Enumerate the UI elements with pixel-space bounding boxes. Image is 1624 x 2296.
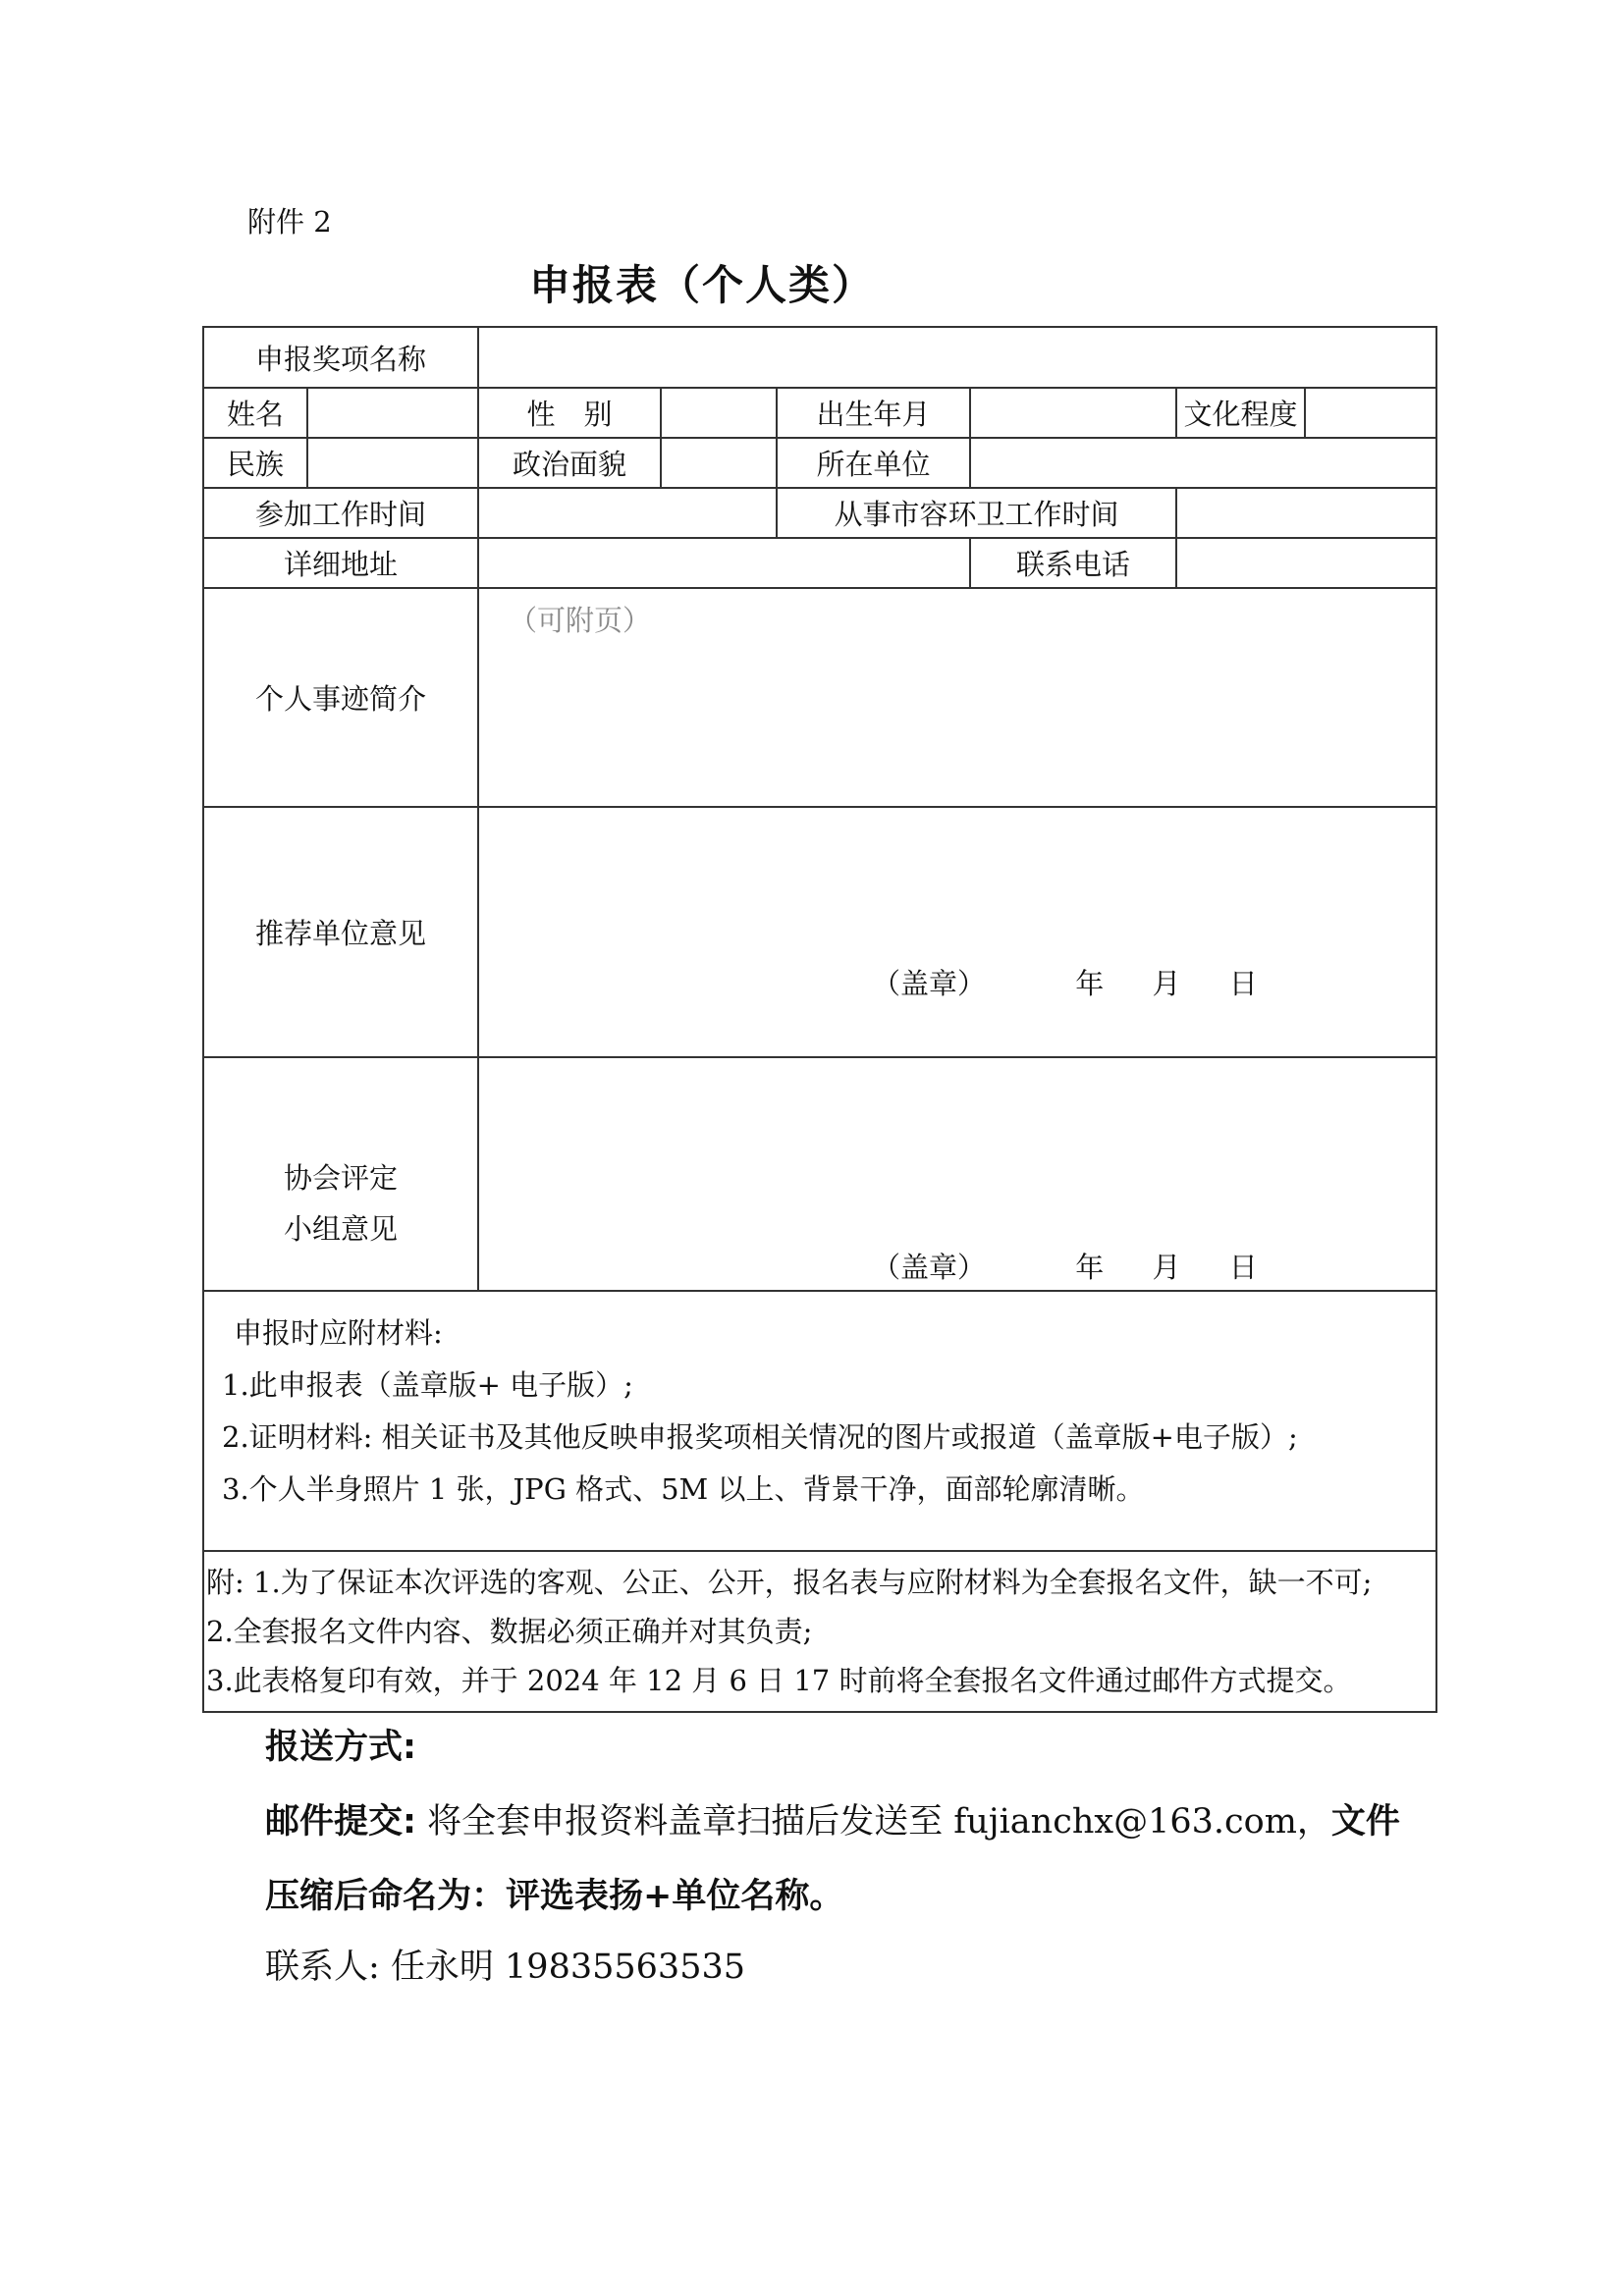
form-title: 申报表（个人类） (528, 261, 875, 309)
award-name-label: 申报奖项名称 (203, 327, 478, 388)
attachment-label: 附件 2 (247, 205, 332, 239)
review-label-line-2: 小组意见 (284, 1212, 399, 1246)
address-row (203, 538, 1436, 588)
note-2: 2.全套报名文件内容、数据必须正确并对其负责; (206, 1615, 813, 1648)
recommend-row (203, 807, 1436, 1057)
note-3: 3.此表格复印有效，并于 2024 年 12 月 6 日 17 时前将全套报名文件通过邮件方式提交。 (206, 1664, 1352, 1697)
sanitation-years-label: 从事市容环卫工作时间 (777, 488, 1176, 538)
email-text-tail: 文件 (1330, 1802, 1400, 1842)
name-field[interactable] (307, 388, 478, 438)
email-label: 邮件提交: (265, 1802, 416, 1842)
month-label: 月 (1152, 967, 1181, 1000)
contact-line: 联系人: 任永明 19835563535 (265, 1948, 745, 1987)
award-name-field[interactable] (478, 327, 1436, 388)
review-label (203, 1057, 478, 1291)
review-row (203, 1057, 1436, 1291)
notes-row (203, 1551, 1436, 1712)
education-field[interactable] (1305, 388, 1436, 438)
review-label-line-1: 协会评定 (284, 1161, 399, 1195)
email-text: 将全套申报资料盖章扫描后发送至 fujianchx@163.com， (427, 1802, 1331, 1842)
recommend-field[interactable] (478, 807, 1436, 1057)
recommend-seal-line (872, 962, 1258, 1002)
materials-item-3: 3.个人半身照片 1 张，JPG 格式、5M 以上、背景干净，面部轮廓清晰。 (222, 1472, 1145, 1506)
email-submission-line (265, 1794, 1400, 1843)
materials-row (203, 1291, 1436, 1551)
address-label: 详细地址 (203, 538, 478, 588)
work-time-row (203, 488, 1436, 538)
note-1: 附: 1.为了保证本次评选的客观、公正、公开，报名表与应附材料为全套报名文件，缺一不可; (206, 1566, 1373, 1599)
birth-label: 出生年月 (777, 388, 970, 438)
submission-heading: 报送方式: (265, 1728, 416, 1767)
phone-field[interactable] (1176, 538, 1436, 588)
gender-label: 性 别 (478, 388, 661, 438)
unit-label: 所在单位 (777, 438, 970, 488)
rename-instruction: 压缩后命名为：评选表扬+单位名称。 (265, 1877, 844, 1916)
review-field[interactable] (478, 1057, 1436, 1291)
phone-label: 联系电话 (970, 538, 1176, 588)
unit-field[interactable] (970, 438, 1436, 488)
day-label: 日 (1228, 1251, 1258, 1284)
deeds-row (203, 588, 1436, 807)
address-field[interactable] (478, 538, 970, 588)
materials-item-1: 1.此申报表（盖章版+ 电子版）; (222, 1368, 633, 1402)
recommend-label: 推荐单位意见 (203, 807, 478, 1057)
education-label: 文化程度 (1176, 388, 1305, 438)
materials-item-2: 2.证明材料: 相关证书及其他反映申报奖项相关情况的图片或报道（盖章版+电子版）; (222, 1420, 1298, 1454)
birth-field[interactable] (970, 388, 1176, 438)
application-form-table (202, 326, 1437, 1713)
basic-info-row-2 (203, 438, 1436, 488)
political-label: 政治面貌 (478, 438, 661, 488)
notes-section (203, 1551, 1436, 1712)
seal-label: （盖章） (872, 1251, 987, 1284)
sanitation-years-field[interactable] (1176, 488, 1436, 538)
year-label: 年 (1075, 967, 1105, 1000)
award-name-row (203, 327, 1436, 388)
materials-heading: 申报时应附材料: (234, 1316, 443, 1350)
seal-label: （盖章） (872, 967, 987, 1000)
review-seal-line (872, 1246, 1258, 1286)
deeds-field[interactable] (478, 588, 1436, 807)
work-start-label: 参加工作时间 (203, 488, 478, 538)
ethnicity-label: 民族 (203, 438, 307, 488)
basic-info-row-1 (203, 388, 1436, 438)
deeds-label: 个人事迹简介 (203, 588, 478, 807)
work-start-field[interactable] (478, 488, 777, 538)
day-label: 日 (1228, 967, 1258, 1000)
political-field[interactable] (661, 438, 777, 488)
year-label: 年 (1075, 1251, 1105, 1284)
name-label: 姓名 (203, 388, 307, 438)
ethnicity-field[interactable] (307, 438, 478, 488)
month-label: 月 (1152, 1251, 1181, 1284)
deeds-placeholder: （可附页） (509, 604, 652, 637)
gender-field[interactable] (661, 388, 777, 438)
materials-section (203, 1291, 1436, 1551)
